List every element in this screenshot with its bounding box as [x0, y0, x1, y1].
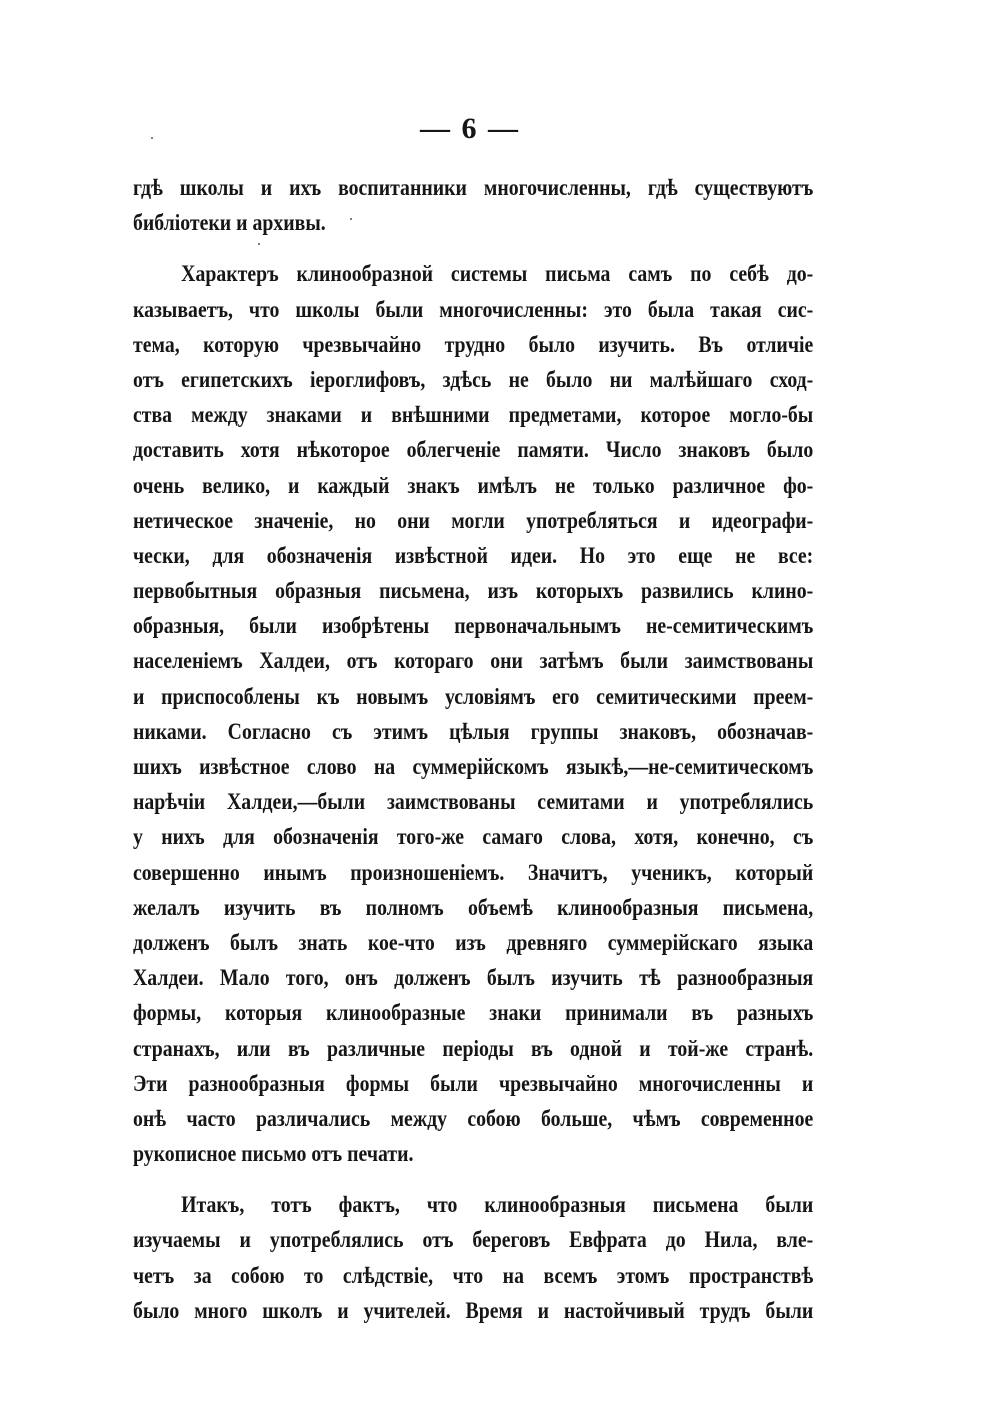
text-line: шихъ извѣстное слово на суммерійскомъ языкѣ,—не-семитическомъ [133, 754, 814, 779]
paragraph-1 [133, 170, 813, 240]
text-line: нарѣчіи Халдеи,—были заимствованы семитами и употреблялись [133, 789, 814, 815]
scan-speck [151, 137, 153, 139]
text-line: формы, которыя клинообразные знаки принимали въ разныхъ [133, 1000, 814, 1026]
text-line: изучаемы и употреблялись отъ береговъ Евфрата до Нила, вле- [133, 1227, 814, 1253]
text-line: населеніемъ Халдеи, отъ котораго они затѣмъ были заимствованы [133, 648, 814, 674]
text-line: у нихъ для обозначенія того-же самаго слова, хотя, конечно, съ [133, 824, 814, 850]
text-line: очень велико, и каждый знакъ имѣлъ не только различное фо- [133, 472, 814, 498]
text-line: отъ египетскихъ іероглифовъ, здѣсь не было ни малѣйшаго сход- [133, 366, 814, 392]
text-line: первобытныя образныя письмена, изъ которыхъ развились клино- [133, 578, 814, 604]
text-line: библіотеки и архивы. [133, 210, 326, 236]
text-line: гдѣ школы и ихъ воспитанники многочисленны, гдѣ существуютъ [133, 175, 814, 200]
text-line: образныя, были изобрѣтены первоначальнымъ не-семитическимъ [133, 613, 814, 639]
paragraph-2 [133, 256, 813, 1171]
paragraph-3 [133, 1187, 813, 1328]
text-line: долженъ былъ знать кое-что изъ древняго суммерійскаго языка [133, 929, 814, 955]
text-line: онѣ часто различались между собою больше, чѣмъ современное [133, 1105, 814, 1131]
text-line: никами. Согласно съ этимъ цѣлыя группы знаковъ, обозначав- [133, 718, 814, 744]
text-line: Итакъ, тотъ фактъ, что клинообразныя письмена были [181, 1192, 814, 1218]
text-line: было много школъ и учителей. Время и настойчивый трудъ были [133, 1297, 814, 1323]
body-text [133, 170, 813, 1328]
text-line: четъ за собою то слѣдствіе, что на всемъ этомъ пространствѣ [133, 1262, 814, 1288]
text-line: совершенно инымъ произношеніемъ. Значитъ, ученикъ, который [133, 859, 814, 885]
text-line: казываетъ, что школы были многочисленны: это была такая сис- [133, 296, 814, 322]
text-line: нетическое значеніе, но они могли употребляться и идеографи- [133, 507, 814, 533]
text-line: доставить хотя нѣкоторое облегченіе памяти. Число знаковъ было [133, 437, 814, 463]
page-number: — 6 — [420, 112, 520, 145]
text-line: желалъ изучить въ полномъ объемѣ клинообразныя письмена, [133, 894, 814, 920]
text-line: Характеръ клинообразной системы письма самъ по себѣ до- [181, 261, 814, 287]
text-line: Эти разнообразныя формы были чрезвычайно многочисленны и [133, 1070, 814, 1096]
text-line: чески, для обозначенія извѣстной идеи. Но это еще не все: [133, 542, 814, 568]
text-line: тема, которую чрезвычайно трудно было изучить. Въ отличіе [133, 331, 814, 357]
text-line: странахъ, или въ различные періоды въ одной и той-же странѣ. [133, 1035, 814, 1061]
text-line: Халдеи. Мало того, онъ долженъ былъ изучить тѣ разнообразныя [133, 965, 814, 991]
scan-speck [350, 218, 352, 220]
scan-speck [258, 243, 260, 245]
text-line: ства между знаками и внѣшними предметами, которое могло-бы [133, 402, 814, 428]
text-line: рукописное письмо отъ печати. [133, 1141, 414, 1167]
text-line: и приспособлены къ новымъ условіямъ его семитическими преем- [133, 683, 814, 709]
